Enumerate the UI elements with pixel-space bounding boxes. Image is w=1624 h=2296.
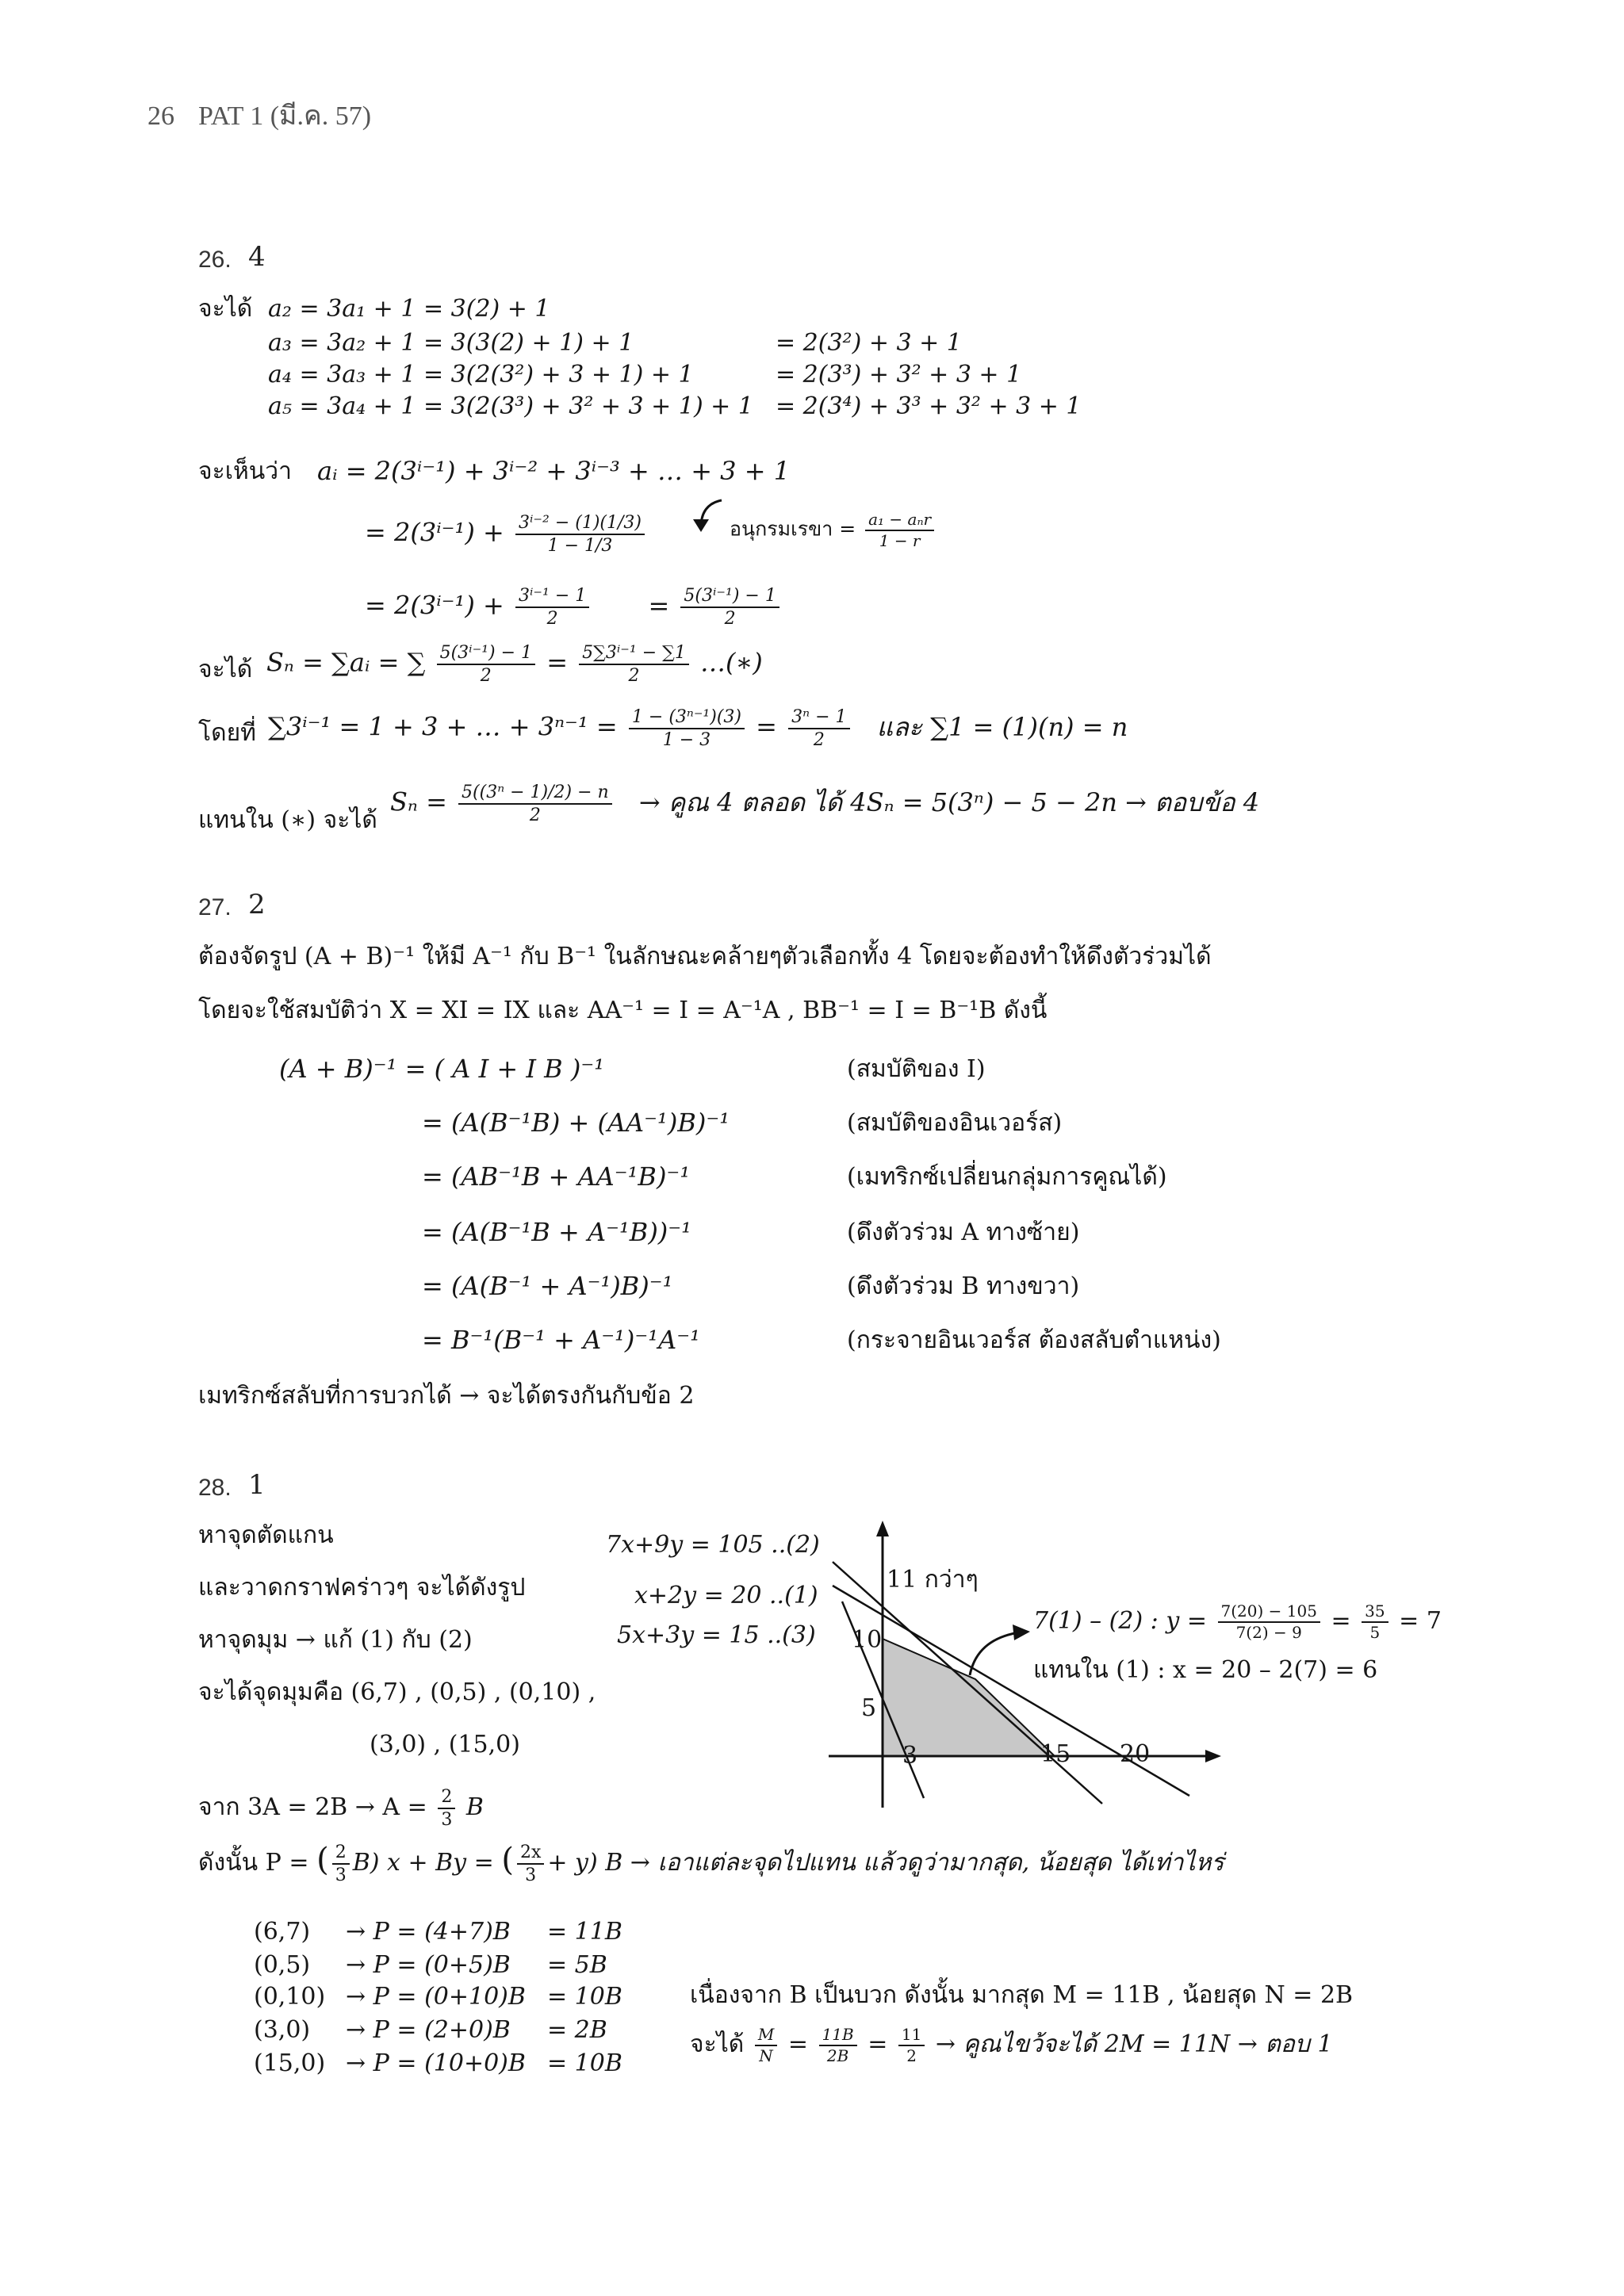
q28-tick-10: 10: [852, 1626, 883, 1654]
q26-substitute-label: แทนใน (∗) จะได้: [198, 806, 377, 834]
page-number: 26: [147, 101, 174, 131]
q27-step-2: = (A(B⁻¹B) + (AA⁻¹)B)⁻¹: [422, 1108, 730, 1138]
q28-answer: 1: [248, 1469, 266, 1501]
q26-then-label: จะได้: [198, 295, 253, 323]
q28-point-1: (6,7): [254, 1918, 311, 1946]
q28-solve-y: 7(1) – (2) : y = $\frac{7(20) - 105}{7(2) - 9}$ = $\frac{35}{5}$ = 7: [1033, 1601, 1442, 1642]
q27-step-6: = B⁻¹(B⁻¹ + A⁻¹)⁻¹A⁻¹: [422, 1325, 700, 1355]
q26-geometric-sum: ∑3ⁱ⁻¹ = 1 + 3 + … + 3ⁿ⁻¹ = $\frac{\text{1 − (3ⁿ⁻¹)(3)}}{1 - 3}$ = $\frac{\text{3ⁿ − 1}}{2}$ และ ∑1 = (1)(n) = n: [268, 707, 1128, 751]
q27-reason-6: (กระจายอินเวอร์ส ต้องสลับตำแหน่ง): [847, 1326, 1221, 1354]
q26-sum-label: จะได้: [198, 656, 253, 683]
q28-step-sketch: และวาดกราฟคร่าวๆ จะได้ดังรูป: [198, 1574, 526, 1601]
q28-tick-3: 3: [902, 1742, 918, 1770]
q28-eval-2: → P = (0+5)B: [346, 1951, 511, 1979]
q28-eval-4: → P = (2+0)B: [346, 2016, 511, 2044]
q26-final: Sₙ = $\frac{\text{5((3ⁿ − 1)/2) − n}}{2}$ → คูณ 4 ตลอด ได้ 4Sₙ = 5(3ⁿ) − 5 − 2n → ตอบข้อ 4: [390, 783, 1260, 826]
q28-step-corner: หาจุดมุม → แก้ (1) กับ (2): [198, 1626, 473, 1654]
q27-step-5: = (A(B⁻¹ + A⁻¹)B)⁻¹: [422, 1271, 673, 1301]
q27-reason-1: (สมบัติของ I): [847, 1055, 986, 1083]
q27-step-3: = (AB⁻¹B + AA⁻¹B)⁻¹: [422, 1161, 691, 1192]
q27-intro-2: โดยจะใช้สมบัติว่า X = XI = IX และ AA⁻¹ = I = A⁻¹A , BB⁻¹ = I = B⁻¹B ดังนี้: [198, 997, 1048, 1024]
q28-tick-20: 20: [1120, 1740, 1151, 1768]
q28-corner-points-2: (3,0) , (15,0): [370, 1731, 520, 1758]
q27-number: 27.: [198, 894, 232, 920]
q28-value-5: = 10B: [547, 2049, 622, 2077]
q28-eq-2: 7x+9y = 105 ..(2): [606, 1531, 820, 1559]
q28-step-intercepts: หาจุดตัดแกน: [198, 1521, 334, 1549]
q26-gp-step: = 2(3ⁱ⁻¹) + $\frac{\text{3ⁱ⁻² − (1)(1/3)}}{1 - 1/3}$: [365, 514, 648, 555]
q27-step-1: (A + B)⁻¹ = ( A I + I B )⁻¹: [279, 1054, 605, 1084]
q28-eq-3: 5x+3y = 15 ..(3): [617, 1621, 816, 1649]
q28-tick-15: 15: [1040, 1740, 1071, 1768]
q27-conclusion: เมทริกซ์สลับที่การบวกได้ → จะได้ตรงกันกับข้อ 2: [198, 1382, 695, 1410]
q27-step-4: = (A(B⁻¹B + A⁻¹B))⁻¹: [422, 1217, 691, 1247]
q28-value-3: = 10B: [547, 1983, 622, 2011]
q28-tick-5: 5: [861, 1694, 877, 1722]
q27-answer: 2: [248, 889, 266, 920]
q26-where-label: โดยที่: [198, 719, 256, 747]
q26-observe-label: จะเห็นว่า: [198, 457, 292, 485]
q28-point-4: (3,0): [254, 2016, 311, 2044]
q28-point-3: (0,10): [254, 1983, 326, 2011]
q26-line-a3: a₃ = 3a₂ + 1 = 3(3(2) + 1) + 1: [268, 329, 634, 357]
q28-eq-1: x+2y = 20 ..(1): [634, 1582, 818, 1609]
q28-eval-3: → P = (0+10)B: [346, 1983, 526, 2011]
q27-reason-3: (เมทริกซ์เปลี่ยนกลุ่มการคูณได้): [847, 1163, 1167, 1191]
q26-note-arrow: [690, 496, 730, 535]
q26-line-a4: a₄ = 3a₃ + 1 = 3(2(3²) + 3 + 1) + 1: [268, 361, 694, 388]
q28-point-5: (15,0): [254, 2049, 326, 2077]
q28-number: 28.: [198, 1475, 232, 1501]
q26-line-a4-result: = 2(3³) + 3² + 3 + 1: [776, 361, 1022, 388]
q27-reason-4: (ดึงตัวร่วม A ทางซ้าย): [847, 1219, 1080, 1246]
q28-label-over-11: 11 กว่าๆ: [887, 1566, 979, 1594]
q26-sum-formula: Sₙ = ∑aᵢ = ∑ $\frac{\text{5(3ⁱ⁻¹) − 1}}{2}$ = $\frac{\text{5∑3ⁱ⁻¹ − ∑1}}{2}$ …(∗): [266, 643, 763, 687]
q28-max-min: เนื่องจาก B เป็นบวก ดังนั้น มากสุด M = 11B , น้อยสุด N = 2B: [690, 1981, 1354, 2009]
q26-answer: 4: [248, 241, 266, 273]
q26-line-a2: a₂ = 3a₁ + 1 = 3(2) + 1: [268, 295, 550, 323]
q26-number: 26.: [198, 247, 232, 273]
q27-reason-2: (สมบัติของอินเวอร์ส): [847, 1109, 1063, 1137]
q26-general-term: aᵢ = 2(3ⁱ⁻¹) + 3ⁱ⁻² + 3ⁱ⁻³ + … + 3 + 1: [317, 456, 791, 486]
q26-line-a3-result: = 2(3²) + 3 + 1: [776, 329, 962, 357]
q28-eval-1: → P = (4+7)B: [346, 1918, 511, 1946]
q28-point-2: (0,5): [254, 1951, 311, 1979]
q28-ratio: จะได้ $\frac{M}{N}$ = $\frac{11B}{2B}$ = $\frac{11}{2}$ → คูณไขว้จะได้ 2M = 11N → ตอบ 1: [690, 2025, 1333, 2065]
q28-eval-5: → P = (10+0)B: [346, 2049, 526, 2077]
q28-objective: ดังนั้น P = ( $\frac{2}{3}$ B) x + By = ( $\frac{2x}{3}$ + y) B → เอาแต่ละจุดไปแทน แล้วดูว่ามากสุด, น้อยสุด ได้เท่าไหร่: [198, 1842, 1224, 1886]
q28-value-4: = 2B: [547, 2016, 607, 2044]
q28-from-relation: จาก 3A = 2B → A = $\frac{2}{3}$ B: [198, 1787, 484, 1831]
q27-reason-5: (ดึงตัวร่วม B ทางขวา): [847, 1272, 1080, 1300]
q28-corner-arrow: [963, 1621, 1035, 1681]
q26-simplified: = 2(3ⁱ⁻¹) + $\frac{\text{3ⁱ⁻¹ − 1}}{2}$ = $\frac{\text{5(3ⁱ⁻¹) − 1}}{2}$: [365, 587, 783, 628]
q26-line-a5-result: = 2(3⁴) + 3³ + 3² + 3 + 1: [776, 392, 1082, 420]
q26-line-a5: a₅ = 3a₄ + 1 = 3(2(3³) + 3² + 3 + 1) + 1: [268, 392, 753, 420]
page-header-title: PAT 1 (มี.ค. 57): [198, 101, 372, 131]
q28-solve-x: แทนใน (1) : x = 20 – 2(7) = 6: [1033, 1656, 1378, 1684]
q28-corner-points-1: จะได้จุดมุมคือ (6,7) , (0,5) , (0,10) ,: [198, 1678, 596, 1706]
q27-intro-1: ต้องจัดรูป (A + B)⁻¹ ให้มี A⁻¹ กับ B⁻¹ ในลักษณะคล้ายๆตัวเลือกทั้ง 4 โดยจะต้องทำให้ดึงตัวร่วมได้: [198, 943, 1212, 970]
q28-value-1: = 11B: [547, 1918, 622, 1946]
q28-value-2: = 5B: [547, 1951, 607, 1979]
q26-gp-note: อนุกรมเรขา = $\frac{\text{a₁ − aₙr}}{1 - r}$: [730, 511, 937, 549]
